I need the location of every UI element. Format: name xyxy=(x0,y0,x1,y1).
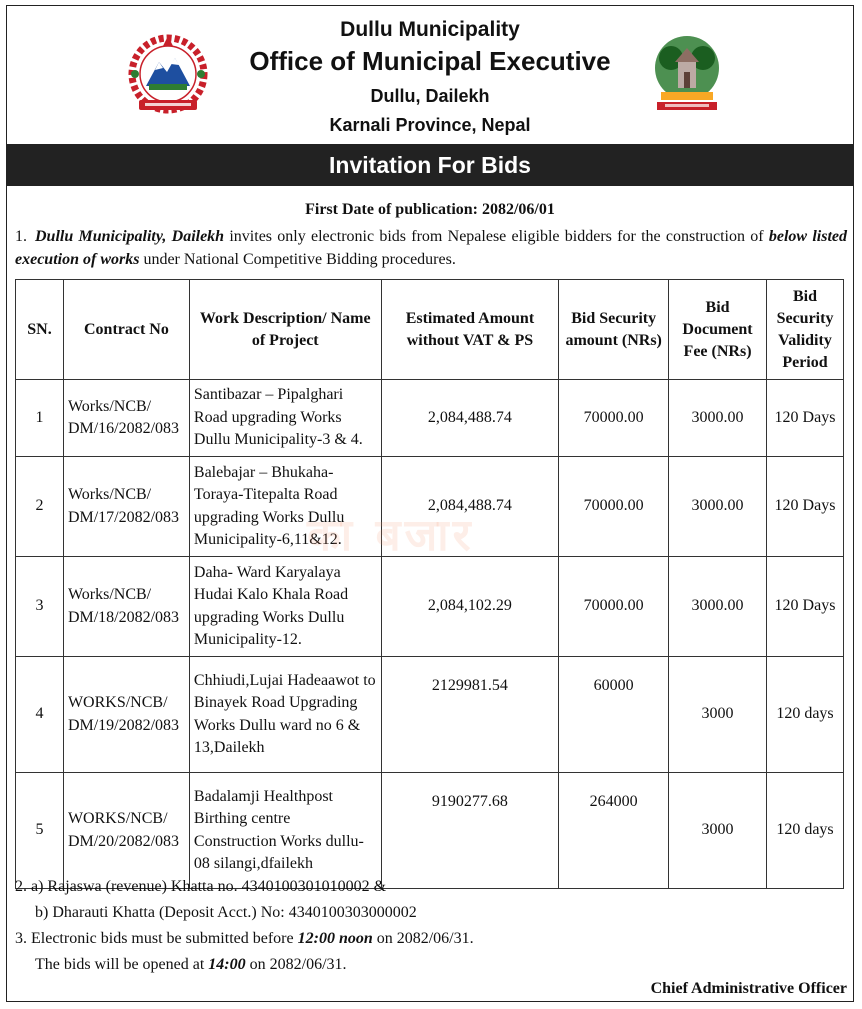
cell-estimate: 2129981.54 xyxy=(381,657,559,773)
invitation-banner: Invitation For Bids xyxy=(7,144,853,186)
cell-validity: 120 days xyxy=(767,773,844,889)
table-row xyxy=(16,457,844,557)
note-3-post: on 2082/06/31. xyxy=(372,930,474,947)
notes-section xyxy=(15,874,474,978)
header-sn: SN. xyxy=(16,280,64,380)
cell-contract: WORKS/NCB/ DM/19/2082/083 xyxy=(63,657,189,773)
province-name: Karnali Province, Nepal xyxy=(329,115,531,135)
intro-lead: Dullu Municipality, Dailekh xyxy=(35,228,225,245)
cell-sn: 5 xyxy=(16,773,64,889)
table-row xyxy=(16,557,844,657)
cell-estimate: 2,084,488.74 xyxy=(381,380,559,457)
notice-frame xyxy=(6,5,854,1002)
cell-validity: 120 Days xyxy=(767,457,844,557)
cell-work: Badalamji Healthpost Birthing centre Construction Works dullu-08 silangi,dfailekh xyxy=(189,773,381,889)
intro-paragraph xyxy=(15,225,847,271)
note-2b: b) Dharauti Khatta (Deposit Acct.) No: 4340100303000002 xyxy=(35,904,417,921)
note-4-time: 14:00 xyxy=(208,956,246,973)
municipality-name: Dullu Municipality xyxy=(340,18,520,41)
cell-work: Chhiudi,Lujai Hadeaawot to Binayek Road Upgrading Works Dullu ward no 6 & 13,Dailekh xyxy=(189,657,381,773)
cell-sn: 4 xyxy=(16,657,64,773)
note-4 xyxy=(15,952,474,978)
office-location: Dullu, Dailekh xyxy=(370,86,490,106)
cell-security: 70000.00 xyxy=(559,557,669,657)
cell-fee: 3000.00 xyxy=(669,557,767,657)
table-header-row xyxy=(16,280,844,380)
publication-date: First Date of publication: 2082/06/01 xyxy=(305,201,555,218)
watermark: का बजार xyxy=(307,510,475,561)
cell-contract: Works/NCB/ DM/18/2082/083 xyxy=(63,557,189,657)
cell-sn: 3 xyxy=(16,557,64,657)
cell-work: Santibazar – Pipalghari Road upgrading Works Dullu Municipality-3 & 4. xyxy=(189,380,381,457)
note-4-pre: The bids will be opened at xyxy=(35,956,209,973)
cell-fee: 3000 xyxy=(669,657,767,773)
table-row xyxy=(16,380,844,457)
cell-security: 70000.00 xyxy=(559,380,669,457)
intro-mid: invites only electronic bids from Nepalese eligible bidders for the construction of xyxy=(224,228,769,245)
letterhead xyxy=(7,6,853,144)
note-2a: 2. a) Rajaswa (revenue) Khatta no. 4340100301010002 & xyxy=(15,878,387,895)
cell-contract: WORKS/NCB/ DM/20/2082/083 xyxy=(63,773,189,889)
municipality-logo-icon xyxy=(649,32,725,114)
header-validity: Bid Security Validity Period xyxy=(767,280,844,380)
header-contract: Contract No xyxy=(63,280,189,380)
header-security: Bid Security amount (NRs) xyxy=(559,280,669,380)
cell-validity: 120 Days xyxy=(767,380,844,457)
cell-security: 264000 xyxy=(559,773,669,889)
note-3 xyxy=(15,926,474,952)
table-row xyxy=(16,657,844,773)
cell-work: Balebajar – Bhukaha-Toraya-Titepalta Road upgrading Works Dullu Municipality-6,11&12. xyxy=(189,457,381,557)
note-4-post: on 2082/06/31. xyxy=(245,956,347,973)
table-row xyxy=(16,773,844,889)
cell-fee: 3000 xyxy=(669,773,767,889)
para-number: 1. xyxy=(15,228,27,245)
cell-fee: 3000.00 xyxy=(669,457,767,557)
cell-validity: 120 days xyxy=(767,657,844,773)
cell-estimate: 2,084,102.29 xyxy=(381,557,559,657)
intro-emphasis: below listed execution of works xyxy=(15,228,848,268)
cell-sn: 1 xyxy=(16,380,64,457)
cell-security: 60000 xyxy=(559,657,669,773)
cell-security: 70000.00 xyxy=(559,457,669,557)
header-work: Work Description/ Name of Project xyxy=(189,280,381,380)
cell-sn: 2 xyxy=(16,457,64,557)
cell-estimate: 9190277.68 xyxy=(381,773,559,889)
note-3-pre: 3. Electronic bids must be submitted before xyxy=(15,930,298,947)
cell-contract: Works/NCB/ DM/17/2082/083 xyxy=(63,457,189,557)
cell-estimate: 2,084,488.74 xyxy=(381,457,559,557)
cell-validity: 120 Days xyxy=(767,557,844,657)
bids-table xyxy=(15,279,844,889)
header-estimate: Estimated Amount without VAT & PS xyxy=(381,280,559,380)
intro-tail: under National Competitive Bidding procedures. xyxy=(139,251,456,268)
signatory: Chief Administrative Officer xyxy=(650,980,847,997)
cell-contract: Works/NCB/ DM/16/2082/083 xyxy=(63,380,189,457)
office-name: Office of Municipal Executive xyxy=(249,46,611,76)
header-fee: Bid Document Fee (NRs) xyxy=(669,280,767,380)
cell-work: Daha- Ward Karyalaya Hudai Kalo Khala Road upgrading Works Dullu Municipality-12. xyxy=(189,557,381,657)
note-3-time: 12:00 noon xyxy=(297,930,373,947)
cell-fee: 3000.00 xyxy=(669,380,767,457)
